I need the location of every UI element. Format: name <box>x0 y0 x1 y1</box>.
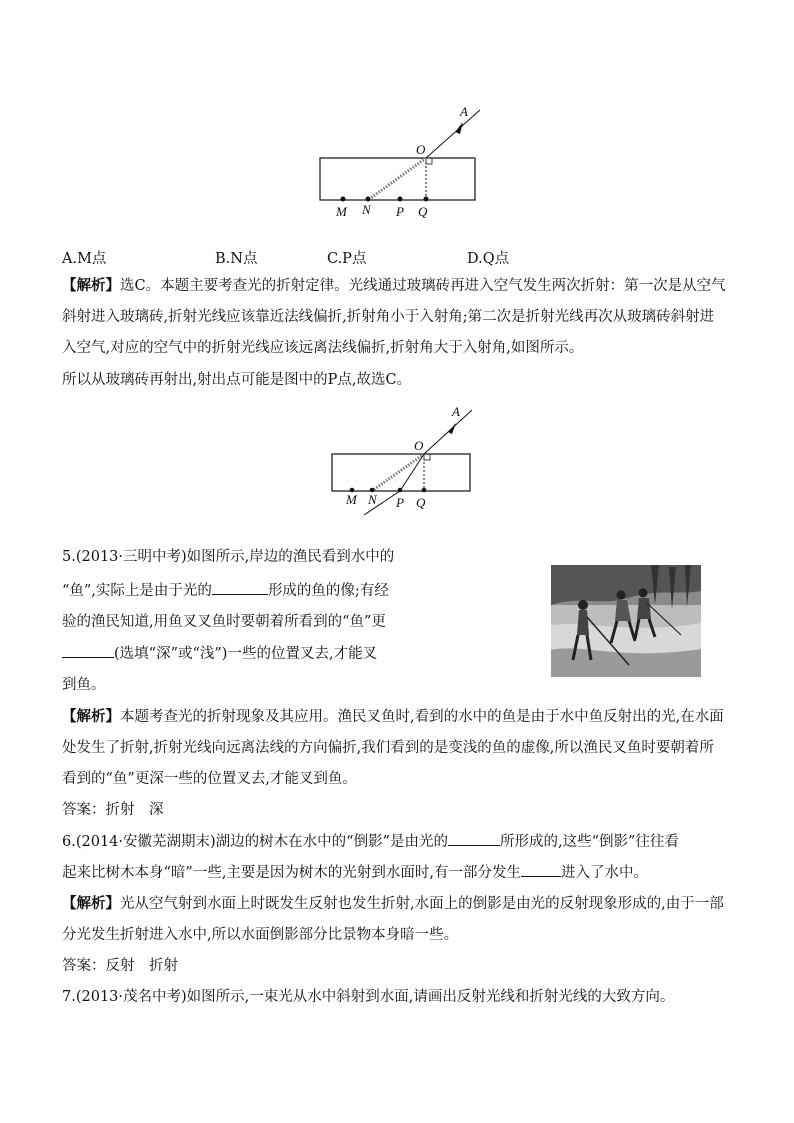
q5-line-5: 到鱼。 <box>62 677 106 693</box>
answer-5: 答案：折射 深 <box>62 802 164 818</box>
q5-text: 形成的鱼的像;有经 <box>267 583 389 599</box>
point-n-dot <box>366 197 371 202</box>
point-p-dot <box>398 197 403 202</box>
analysis-1-line-3: 入空气,对应的空气中的折射光线应该远离法线偏折,折射角大于入射角,如图所示。 <box>62 340 584 356</box>
ray-arrow-icon <box>448 423 456 434</box>
point-q-dot <box>422 488 427 493</box>
incident-ray <box>426 110 480 158</box>
glass-brick <box>332 454 470 491</box>
label-q: Q <box>418 204 428 219</box>
ray-arrow-icon <box>455 122 463 134</box>
analysis-1-line-1 <box>62 276 726 296</box>
analysis-1-line-2: 斜射进入玻璃砖,折射光线应该靠近法线偏折,折射角小于入射角;第二次是折射光线再次从玻璃砖斜射进 <box>62 309 715 325</box>
refracted-ray-dotted <box>368 158 426 200</box>
label-q: Q <box>416 495 426 510</box>
q5-line-2 <box>62 580 389 601</box>
glass-brick <box>320 158 475 200</box>
choice-b: B.N点 <box>215 251 258 267</box>
q6-line-2 <box>62 862 648 883</box>
analysis-text: 光从空气射到水面上时既发生反射也发生折射,水面上的倒影是由光的反射现象形成的,由于一部 <box>120 896 724 912</box>
choice-d: D.Q点 <box>467 251 510 267</box>
q6-text: 所形成的,这些“倒影”往往看 <box>499 834 679 850</box>
q5-line-4 <box>62 643 377 664</box>
answer-blank <box>521 862 561 877</box>
analysis-5-line-1 <box>62 707 724 727</box>
glass-brick-diagram-2 <box>312 400 492 515</box>
point-q-dot <box>424 197 429 202</box>
analysis-6-line-1 <box>62 894 724 914</box>
analysis-tag: 【解析】 <box>62 708 120 725</box>
choice-c: C.P点 <box>327 251 367 267</box>
q5-text: “鱼”,实际上是由于光的 <box>62 583 212 599</box>
q6-text: 6.(2014·安徽芜湖期末)湖边的树木在水中的“倒影”是由光的 <box>62 834 448 850</box>
answer-blank <box>448 831 500 846</box>
refracted-ray-dotted <box>372 454 424 491</box>
analysis-text: 本题考查光的折射现象及其应用。渔民叉鱼时,看到的水中的鱼是由于水中鱼反射出的光,在水面 <box>120 709 724 725</box>
q6-text: 进入了水中。 <box>561 865 649 881</box>
q5-line-1: 5.(2013·三明中考)如图所示,岸边的渔民看到水中的 <box>62 549 395 565</box>
point-m-dot <box>341 197 346 202</box>
q6-text: 起来比树木本身“暗”一些,主要是因为树木的光射到水面时,有一部分发生 <box>62 865 522 881</box>
label-n: N <box>368 492 377 507</box>
right-angle-mark <box>424 454 430 460</box>
label-p: P <box>396 204 404 219</box>
analysis-5-line-2: 处发生了折射,折射光线向远离法线的方向偏折,我们看到的是变浅的鱼的虚像,所以渔民叉鱼时要朝着所 <box>62 740 714 756</box>
q6-line-1 <box>62 831 679 852</box>
right-angle-mark <box>426 158 432 164</box>
q5-text: (选填“深”或“浅”)一些的位置叉去,才能叉 <box>114 646 378 662</box>
analysis-6-line-2: 分光发生折射进入水中,所以水面倒影部分比景物本身暗一些。 <box>62 927 459 943</box>
label-a: A <box>460 104 468 119</box>
answer-blank <box>62 643 114 658</box>
analysis-text: 选C。本题主要考查光的折射定律。光线通过玻璃砖再进入空气发生两次折射：第一次是从空气 <box>120 278 726 294</box>
refracted-ray <box>400 454 424 491</box>
glass-brick-diagram-1 <box>300 100 500 225</box>
label-n: N <box>362 202 371 217</box>
choice-a: A.M点 <box>62 251 107 267</box>
label-m: M <box>346 492 357 507</box>
label-o: O <box>416 142 426 157</box>
analysis-tag: 【解析】 <box>62 277 120 294</box>
label-o: O <box>414 438 424 453</box>
analysis-tag: 【解析】 <box>62 895 120 912</box>
analysis-5-line-3: 看到的“鱼”更深一些的位置叉去,才能叉到鱼。 <box>62 771 357 787</box>
answer-6: 答案：反射 折射 <box>62 958 178 974</box>
analysis-1-line-4: 所以从玻璃砖再射出,射出点可能是图中的P点,故选C。 <box>62 372 412 388</box>
label-a: A <box>452 404 460 419</box>
point-p-dot <box>398 488 403 493</box>
label-m: M <box>336 204 347 219</box>
answer-blank <box>212 580 268 595</box>
fishermen-illustration <box>551 565 701 677</box>
q7-line-1: 7.(2013·茂名中考)如图所示,一束光从水中斜射到水面,请画出反射光线和折射光线的大致方向。 <box>62 989 675 1005</box>
label-p: P <box>396 495 404 510</box>
q5-line-3: 验的渔民知道,用鱼叉叉鱼时要朝着所看到的“鱼”更 <box>62 614 386 630</box>
